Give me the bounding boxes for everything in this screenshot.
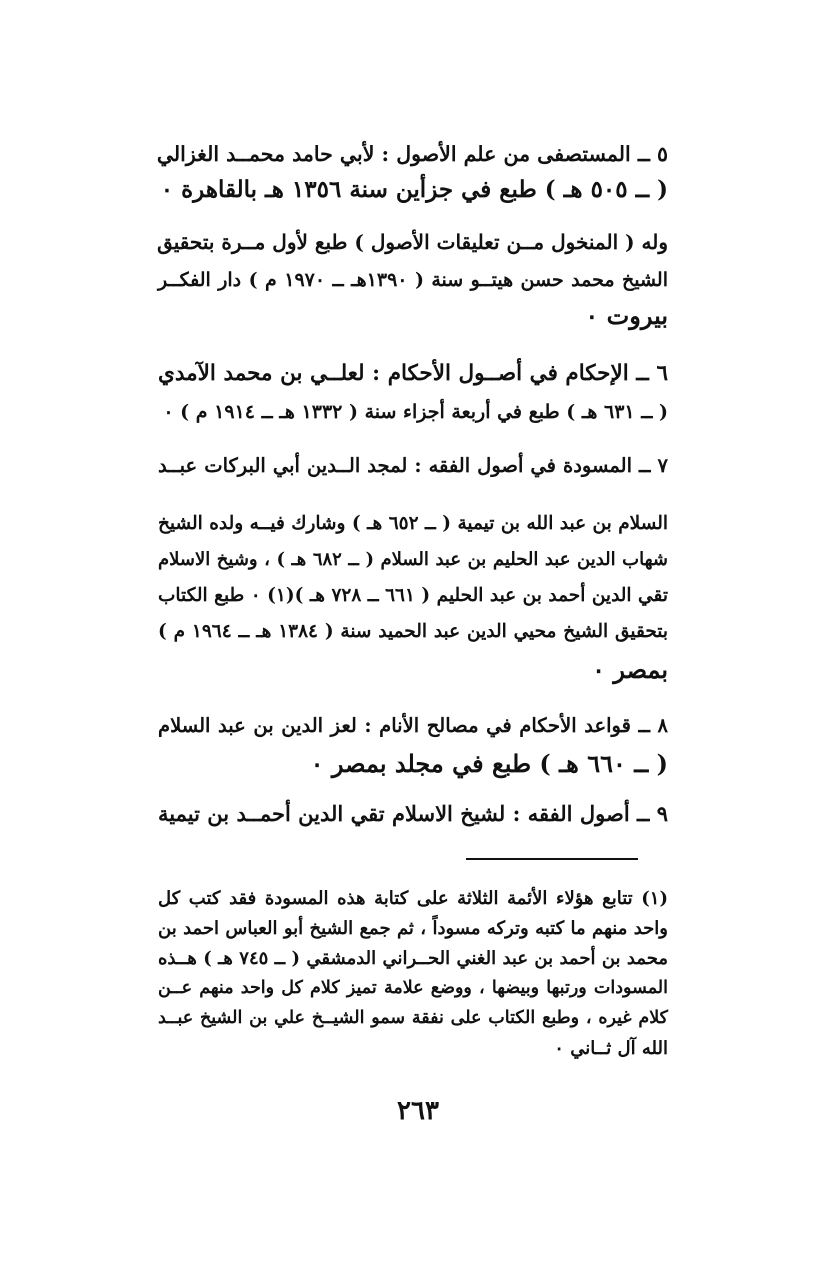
footnote-line-6: الله آل ثــاني ٠ [554,1038,668,1059]
entry-7-line-5: بتحقيق الشيخ محيي الدين عبد الحميد سنة ( ١٣٨٤ هـ ــ ١٩٦٤ م ) [158,621,668,642]
entry-8-line-2: ( ــ ٦٦٠ هـ ) طبع في مجلد بمصر ٠ [310,749,668,778]
entry-5-line-2: ( ــ ٥٠٥ هـ ) طبع في جزأين سنة ١٣٥٦ هـ بالقاهرة ٠ [160,176,668,203]
entry-6-line-1: ٦ ــ الإحكام في أصــول الأحكام : لعلــي بن محمد الآمدي [158,361,668,386]
entry-7-line-6: بمصر ٠ [592,655,668,684]
footnote-line-2: واحد منهم ما كتبه وتركه مسوداً ، ثم جمع الشيخ أبو العباس احمد بن [158,918,668,939]
entry-5-line-1: ٥ ــ المستصفى من علم الأصول : لأبي حامد محمــد الغزالي [156,142,668,166]
footnote-line-3: محمد بن أحمد بن عبد الغني الحــراني الدمشقي ( ــ ٧٤٥ هـ ) هــذه [158,948,669,969]
footnote-separator [466,858,638,860]
entry-7-line-3: شهاب الدين عبد الحليم بن عبد السلام ( ــ ٦٨٢ هـ ) ، وشيخ الاسلام [158,549,668,570]
entry-6-line-2: ( ــ ٦٣١ هـ ) طبع في أربعة أجزاء سنة ( ١٣٣٢ هـ ــ ١٩١٤ م ) ٠ [163,401,668,423]
entry-7-line-1: ٧ ــ المسودة في أصول الفقه : لمجد الــدين أبي البركات عبــد [158,454,668,477]
entry-9-line-1: ٩ ــ أصول الفقه : لشيخ الاسلام تقي الدين أحمــد بن تيمية [158,801,668,826]
entry-5-note-line-1: وله ( المنخول مــن تعليقات الأصول ) طبع لأول مــرة بتحقيق [157,230,668,254]
footnote-line-4: المسودات ورتبها وبيضها ، ووضع علامة تميز كلام كل واحد منهم عــن [158,978,668,998]
entry-7-line-2: السلام بن عبد الله بن تيمية ( ــ ٦٥٢ هـ ) وشارك فيــه ولده الشيخ [157,513,668,534]
entry-8-line-1: ٨ ــ قواعد الأحكام في مصالح الأنام : لعز الدين بن عبد السلام [158,714,668,737]
footnote-line-1: (١) تتابع هؤلاء الأئمة الثلاثة على كتابة هذه المسودة فقد كتب كل [158,888,668,909]
page-number: ٢٦٣ [397,1096,439,1126]
entry-5-note-line-3: بيروت ٠ [585,301,668,330]
entry-5-note-line-2: الشيخ محمد حسن هيتــو سنة ( ١٣٩٠هـ ــ ١٩٧٠ م ) دار الفكــر [158,269,668,291]
footnote-line-5: كلام غيره ، وطبع الكتاب على نفقة سمو الشيــخ علي بن الشيخ عبــد [158,1008,668,1028]
entry-7-line-4: تقي الدين أحمد بن عبد الحليم ( ٦٦١ ــ ٧٢٨ هـ )(١) ٠ طبع الكتاب [158,585,668,606]
